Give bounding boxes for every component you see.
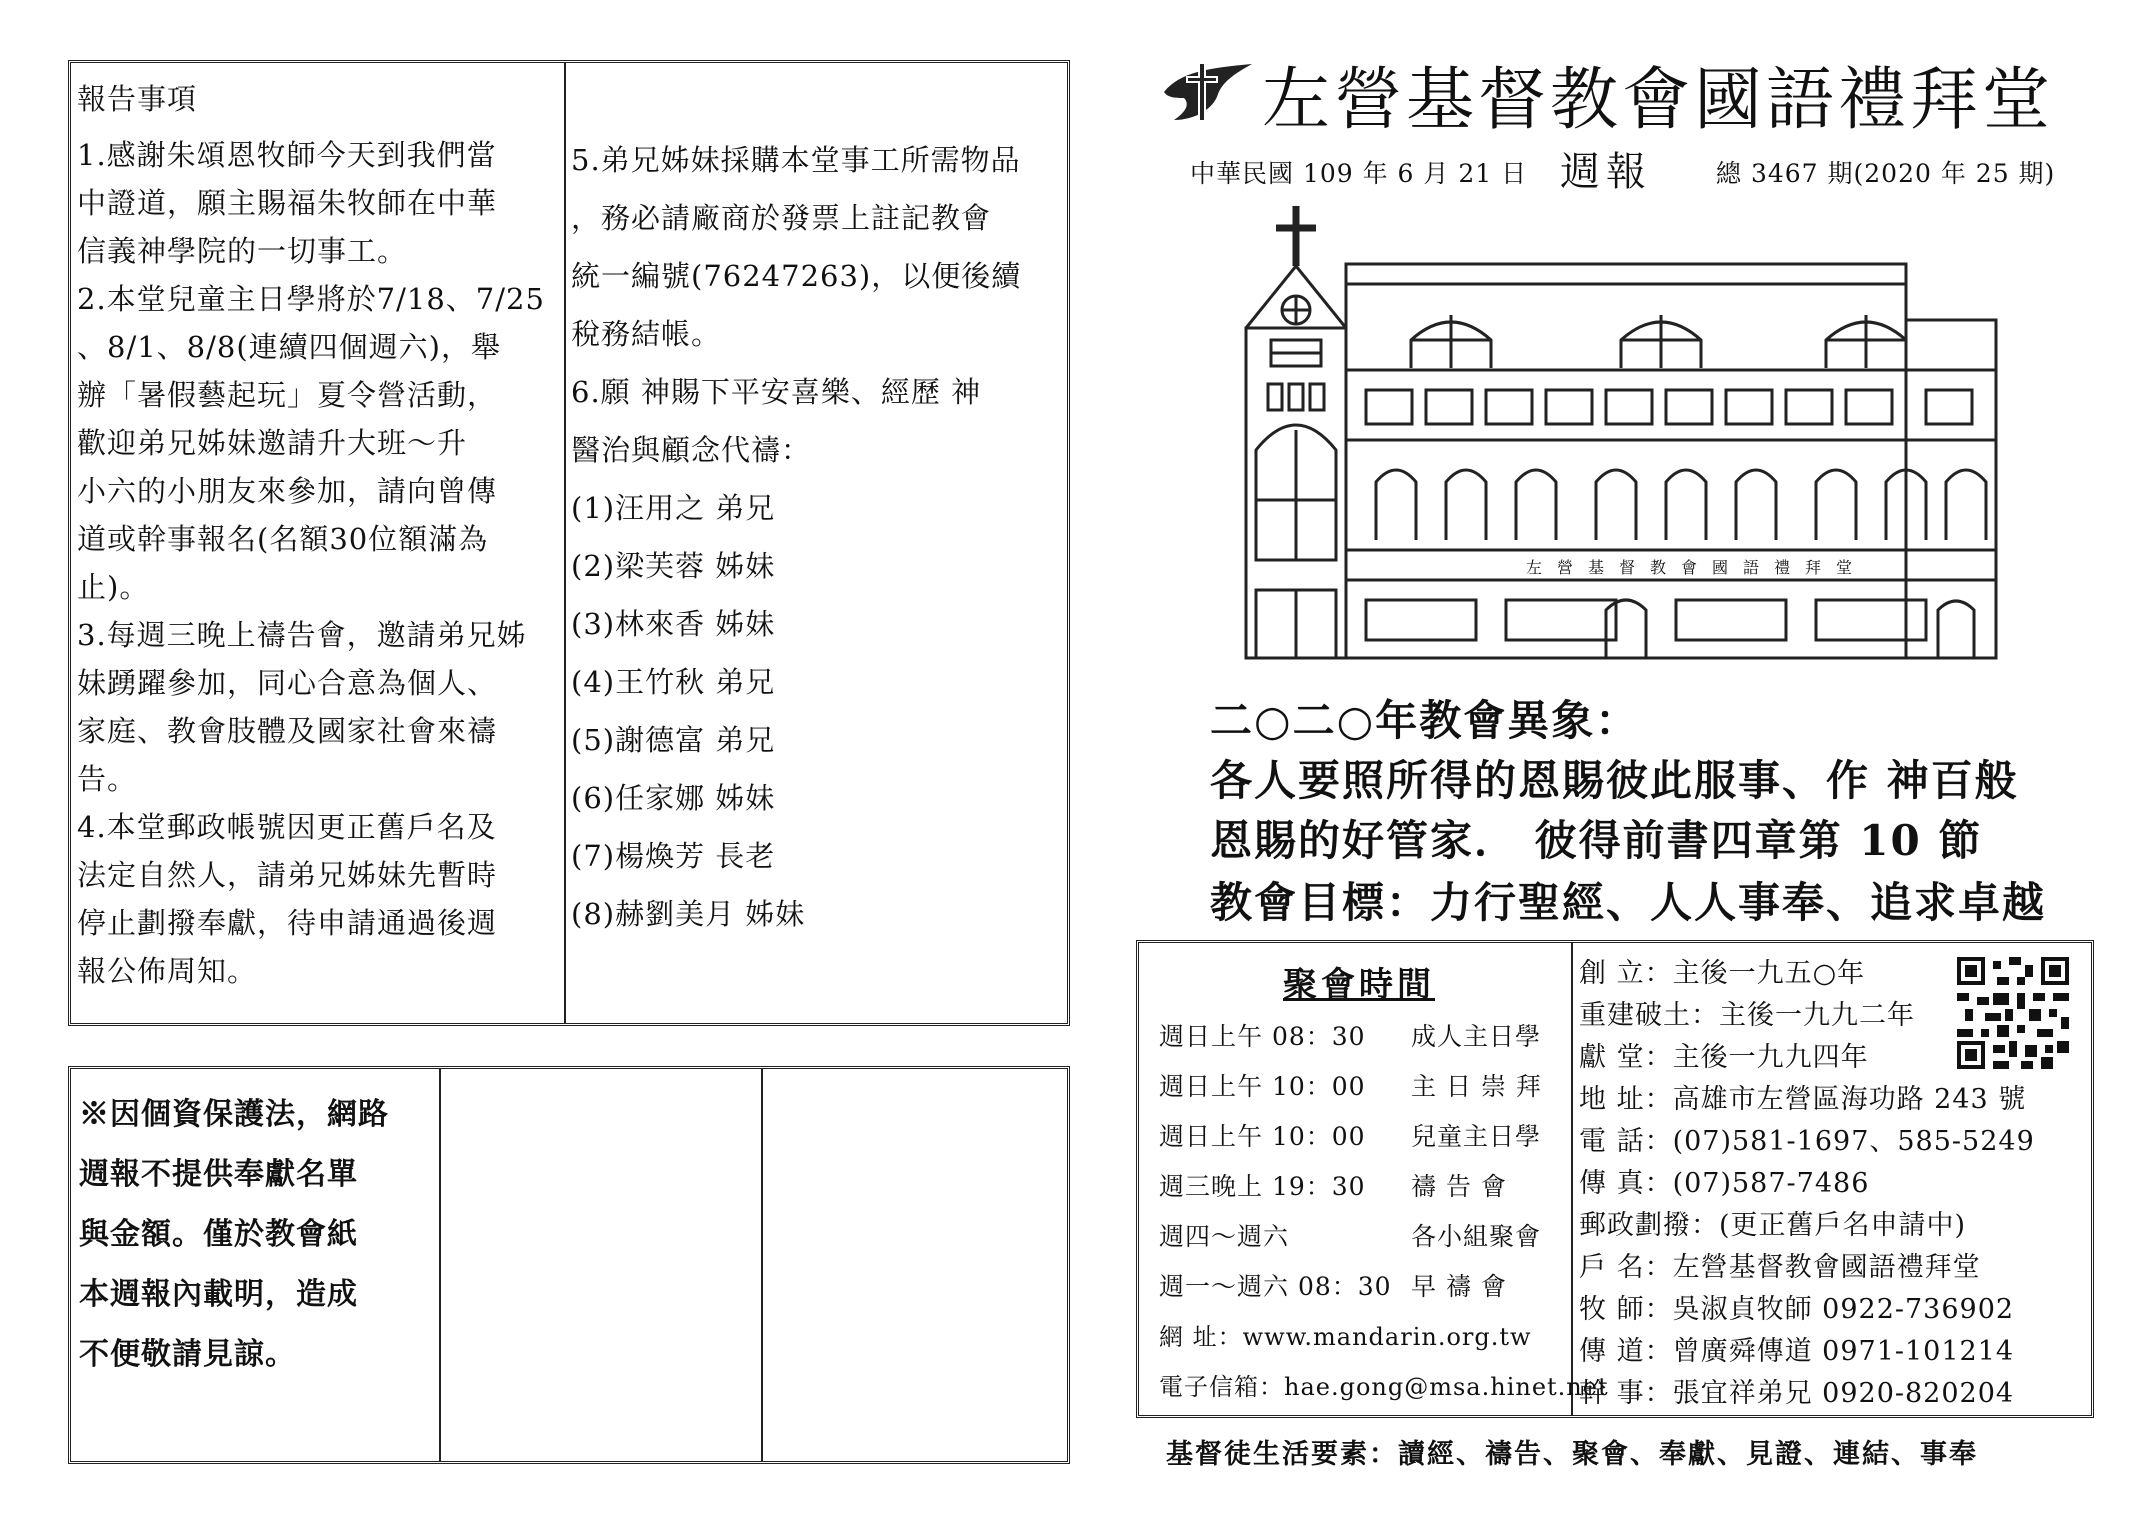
announcement-line: 中證道，願主賜福朱牧師在中華	[77, 186, 498, 220]
church-building-illustration	[1226, 200, 2006, 660]
dove-cross-icon	[1160, 58, 1256, 128]
info-dedication: 獻 堂：主後一九九四年	[1579, 1042, 1869, 1073]
announcement-line: 告。	[77, 762, 138, 796]
privacy-line: ※因個資保護法，網路	[79, 1097, 389, 1132]
privacy-divider-1	[439, 1069, 441, 1461]
meeting-name: 禱 告 會	[1411, 1172, 1507, 1201]
announcement-line: 5.弟兄姊妹採購本堂事工所需物品	[571, 143, 1021, 177]
privacy-divider-2	[761, 1069, 763, 1461]
announcement-line: 信義神學院的一切事工。	[77, 234, 408, 268]
vision-line-1: 各人要照所得的恩賜彼此服事、作 神百般	[1210, 756, 2019, 805]
info-secretary: 幹 事：張宜祥弟兄 0920-820204	[1579, 1378, 2015, 1409]
meeting-name: 成人主日學	[1411, 1022, 1542, 1051]
vision-line-2: 恩賜的好管家． 彼得前書四章第 10 節	[1210, 816, 1983, 865]
bulletin-issue: 總 3467 期(2020 年 25 期)	[1716, 159, 2056, 188]
bulletin-date: 中華民國 109 年 6 月 21 日	[1190, 159, 1528, 188]
info-preacher: 傳 道：曾廣舜傳道 0971-101214	[1579, 1336, 2015, 1367]
qr-code[interactable]	[1957, 957, 2069, 1069]
announcement-line: 6.願 神賜下平安喜樂、經歷 神	[571, 375, 982, 409]
info-founded: 創 立：主後一九五○年	[1579, 958, 1866, 989]
prayer-item: (2)梁芙蓉 姊妹	[571, 549, 776, 583]
privacy-line: 週報不提供奉獻名單	[79, 1157, 358, 1192]
privacy-panel	[68, 1066, 1070, 1464]
privacy-line: 本週報內載明，造成	[79, 1277, 358, 1312]
meeting-time: 週一～週六 08：30	[1159, 1272, 1392, 1301]
info-fax: 傳 真：(07)587-7486	[1579, 1168, 1870, 1199]
privacy-line: 與金額。僅於教會紙	[79, 1217, 358, 1252]
prayer-item: (5)謝德富 弟兄	[571, 723, 776, 757]
announcement-line: 1.感謝朱頌恩牧師今天到我們當	[77, 138, 497, 172]
privacy-line: 不便敬請見諒。	[79, 1337, 296, 1372]
meeting-name: 主 日 崇 拜	[1411, 1072, 1542, 1101]
building-sign: 左營基督教會國語禮拜堂	[1526, 558, 1868, 577]
meeting-time: 週日上午 08：30	[1159, 1022, 1366, 1051]
announcements-divider	[564, 63, 566, 1023]
church-goal: 教會目標：力行聖經、人人事奉、追求卓越	[1210, 878, 2047, 927]
church-title: 左營基督教會國語禮拜堂	[1262, 61, 2055, 140]
announcement-line: 辦「暑假藝起玩」夏令營活動，	[77, 378, 498, 412]
email-link[interactable]: 電子信箱：hae.gong@msa.hinet.net	[1159, 1373, 1609, 1401]
announcement-line: 4.本堂郵政帳號因更正舊戶名及	[77, 810, 497, 844]
info-rebuild: 重建破土：主後一九九二年	[1579, 1000, 1915, 1031]
meeting-name: 早 禱 會	[1411, 1272, 1507, 1301]
meeting-name: 各小組聚會	[1411, 1222, 1542, 1251]
announcement-line: 法定自然人，請弟兄姊妹先暫時	[77, 858, 498, 892]
announcement-line: 3.每週三晚上禱告會，邀請弟兄姊	[77, 618, 527, 652]
announcement-line: 統一編號(76247263)，以便後續	[571, 259, 1022, 293]
bulletin-label: 週報	[1560, 149, 1652, 195]
prayer-item: (7)楊煥芳 長老	[571, 839, 776, 873]
announcement-line: 稅務結帳。	[571, 317, 722, 351]
announcements-panel	[68, 60, 1070, 1026]
vision-heading: 二○二○年教會異象：	[1210, 696, 1640, 745]
prayer-item: (4)王竹秋 弟兄	[571, 665, 776, 699]
church-logo	[1160, 58, 1256, 128]
info-pastor: 牧 師：吳淑貞牧師 0922-736902	[1579, 1294, 2015, 1325]
qr-code-icon	[1957, 957, 2069, 1069]
announcement-line: 歡迎弟兄姊妹邀請升大班～升	[77, 426, 468, 460]
announcement-line: 停止劃撥奉獻，待申請通過後週	[77, 906, 498, 940]
announcements-heading: 報告事項	[77, 82, 198, 116]
announcement-line: 家庭、教會肢體及國家社會來禱	[77, 714, 498, 748]
meetings-heading: 聚會時間	[1283, 965, 1435, 1005]
announcement-line: 報公佈周知。	[77, 954, 258, 988]
church-building-icon	[1226, 200, 2006, 660]
announcement-line: 止)。	[77, 570, 150, 604]
announcement-line: 妹踴躍參加，同心合意為個人、	[77, 666, 498, 700]
announcement-line: 小六的小朋友來參加，請向曾傳	[77, 474, 498, 508]
meeting-time: 週四～週六	[1159, 1222, 1290, 1251]
info-account-name: 戶 名：左營基督教會國語禮拜堂	[1579, 1252, 1981, 1283]
info-postal: 郵政劃撥：(更正舊戶名申請中)	[1579, 1210, 1967, 1241]
info-phone: 電 話：(07)581-1697、585-5249	[1579, 1126, 2035, 1157]
info-address: 地 址：高雄市左營區海功路 243 號	[1579, 1084, 2027, 1115]
meetings-divider	[1571, 943, 1573, 1415]
prayer-item: (8)赫劉美月 姊妹	[571, 897, 806, 931]
announcement-line: 2.本堂兒童主日學將於7/18、7/25	[77, 282, 545, 316]
meeting-time: 週日上午 10：00	[1159, 1072, 1366, 1101]
prayer-item: (3)林來香 姊妹	[571, 607, 776, 641]
meeting-time: 週三晚上 19：30	[1159, 1172, 1366, 1201]
meeting-time: 週日上午 10：00	[1159, 1122, 1366, 1151]
announcement-line: 、8/1、8/8(連續四個週六)，舉	[77, 330, 501, 364]
prayer-item: (6)任家娜 姊妹	[571, 781, 776, 815]
announcement-line: 醫治與顧念代禱：	[571, 433, 812, 467]
website-link[interactable]: 網 址：www.mandarin.org.tw	[1159, 1323, 1532, 1351]
meetings-info-panel	[1136, 940, 2094, 1418]
announcement-line: 道或幹事報名(名額30位額滿為	[77, 522, 489, 556]
prayer-item: (1)汪用之 弟兄	[571, 491, 776, 525]
announcement-line: ，務必請廠商於發票上註記教會	[571, 201, 992, 235]
meeting-name: 兒童主日學	[1411, 1122, 1542, 1151]
footer-christian-life: 基督徒生活要素：讀經、禱告、聚會、奉獻、見證、連結、事奉	[1166, 1439, 1978, 1470]
